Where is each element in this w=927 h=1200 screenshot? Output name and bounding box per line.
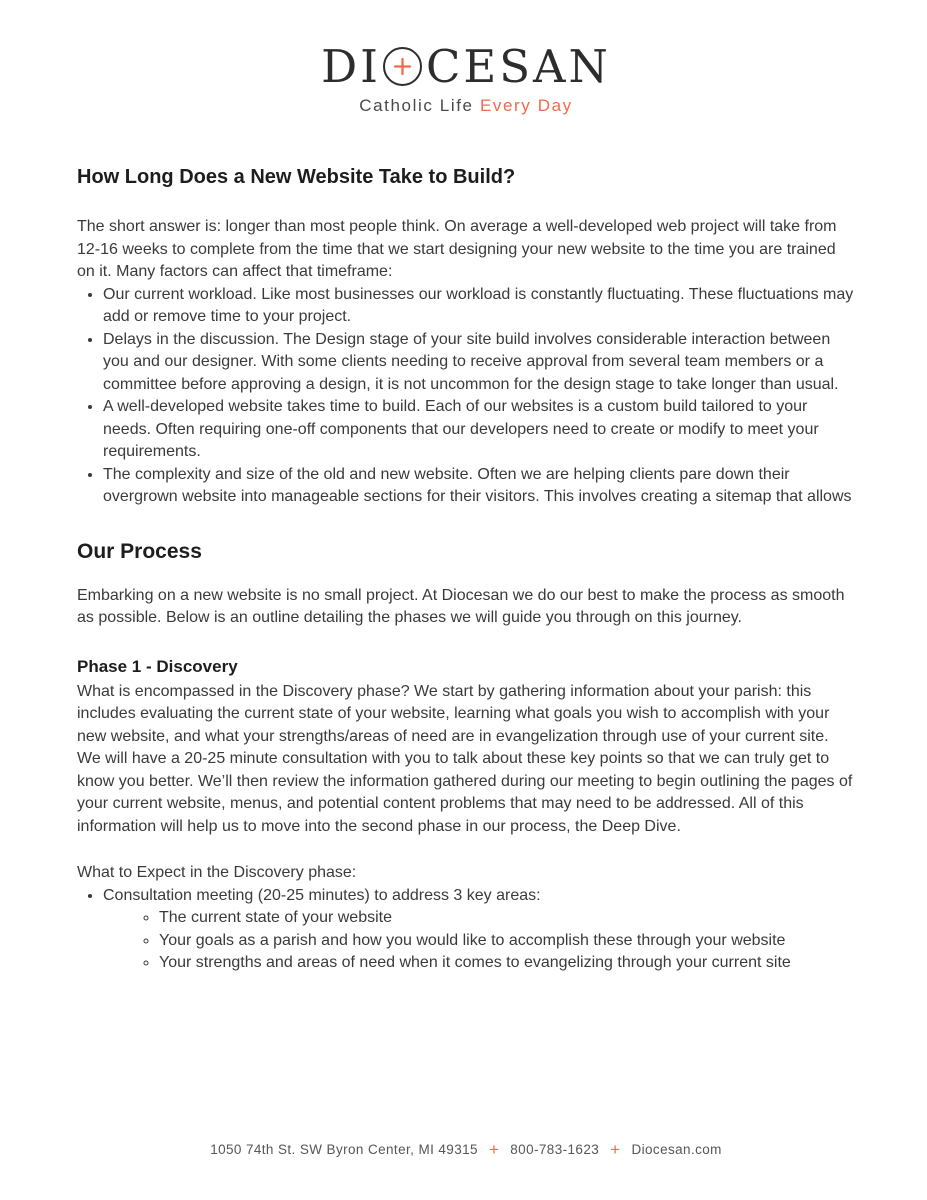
footer (77, 1141, 855, 1200)
article-body (77, 166, 855, 975)
list-item: • The complexity and size of the old and new website. Often we are helping clients pare down their overgrown website into manageable sections for their visitors. This involves creating a sitemap that allows (103, 464, 855, 509)
footer-website: Diocesan.com (631, 1142, 722, 1157)
tagline-accent: Every Day (479, 96, 573, 115)
expect-intro: What to Expect in the Discovery phase: (77, 864, 357, 881)
phase1-heading: Phase 1 - Discovery (77, 656, 238, 676)
intro-paragraph: The short answer is: longer than most people think. On average a well-developed web project will take from 12-16 weeks to complete from the time that we start designing your new website to the time you are trained on it. Many factors can affect that timeframe: (77, 218, 837, 280)
footer-address: 1050 74th St. SW Byron Center, MI 49315 (210, 1142, 478, 1157)
logo-wordmark (321, 40, 611, 93)
list-item: • Our current workload. Like most businesses our workload is constantly fluctuating. These fluctuations may add or remove time to your project. (103, 284, 855, 329)
list-item: • A well-developed website takes time to build. Each of our websites is a custom build tailored to your needs. Often requiring one-off components that our developers need to create or modify to meet your requirements. (103, 396, 855, 464)
list-item: • Consultation meeting (20-25 minutes) to address 3 key areas: (103, 885, 855, 908)
logo-tagline (359, 96, 573, 116)
logo-text-cesan: CESAN (425, 40, 611, 93)
plus-separator-icon: + (610, 1140, 621, 1159)
plus-separator-icon: + (488, 1140, 500, 1159)
tagline-dark: Catholic Life (359, 96, 474, 115)
logo-text-di: DI (321, 40, 381, 93)
phase1-paragraph: What is encompassed in the Discovery phase? We start by gathering information about your parish: this includes evaluating the current state of your website, learning what goals you wish to accomplish with your new website, and what your strengths/areas of need are in evangelization through use of your current site. We will have a 20-25 minute consultation with you to talk about these key points so that we can truly get to know you better. We’ll then review the information gathered during our meeting to begin outlining the pages of your current website, menus, and potential content problems that may need to be addressed. All of this information will help us to move into the second phase in our process, the Deep Dive. (77, 682, 853, 835)
list-item: ◦ Your goals as a parish and how you would like to accomplish these through your website (159, 930, 855, 953)
footer-phone: 800-783-1623 (510, 1142, 600, 1157)
process-paragraph: Embarking on a new website is no small project. At Diocesan we do our best to make the process as smooth as possible. Below is an outline detailing the phases we will guide you through on this journey. (77, 586, 845, 626)
list-item: ◦ Your strengths and areas of need when it comes to evangelizing through your current site (159, 952, 855, 975)
page-title: How Long Does a New Website Take to Build? (77, 166, 516, 188)
cross-icon (392, 56, 413, 77)
list-item: ◦ The current state of your website (159, 907, 855, 930)
expect-sub-bullet-list (77, 907, 855, 975)
logo-o-circle (383, 47, 422, 86)
diocesan-logo (77, 40, 855, 116)
list-item: • Delays in the discussion. The Design stage of your site build involves considerable interaction between you and our designer. With some clients needing to receive approval from several team members or a committee before approving a design, it is not uncommon for the design stage to take longer than usual. (103, 329, 855, 397)
section-heading-our-process: Our Process (77, 539, 202, 563)
expect-bullet-list (77, 885, 855, 908)
intro-bullet-list (77, 284, 855, 509)
